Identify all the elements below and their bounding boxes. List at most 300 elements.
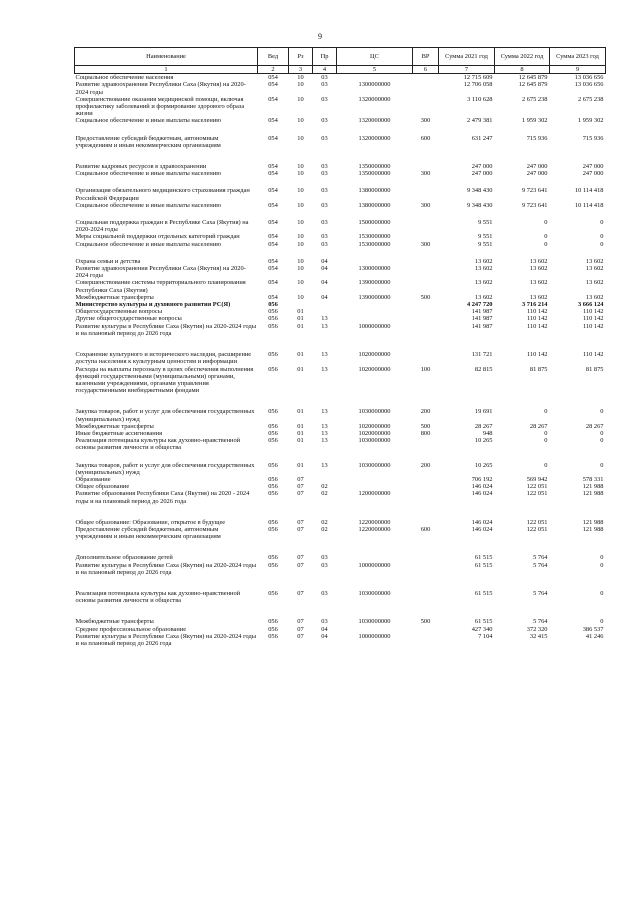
row-name: Межбюджетные трансферты <box>75 618 154 626</box>
row-vr <box>413 626 439 633</box>
row-pr: 03 <box>321 81 328 89</box>
row-sum-2021: 61 515 <box>474 554 493 562</box>
row-cs <box>337 476 413 483</box>
row-pr: 02 <box>321 518 328 526</box>
row-cs: 1380000000 <box>358 187 391 195</box>
row-rz: 10 <box>297 265 304 273</box>
col-header-ved: Вед <box>258 48 289 66</box>
table-row <box>75 233 606 240</box>
row-sum-2022: 9 723 641 <box>521 201 548 209</box>
row-name: Закупка товаров, работ и услуг для обеспечения государственных (муниципальных) нужд <box>75 408 255 423</box>
row-ved: 056 <box>268 483 278 491</box>
row-sum-2022: 110 142 <box>526 308 548 316</box>
row-vr <box>413 437 439 451</box>
row-vr <box>413 177 439 201</box>
row-sum-2023: 121 988 <box>582 525 604 533</box>
row-pr: 03 <box>321 170 328 178</box>
row-ved: 056 <box>268 518 278 526</box>
row-vr: 500 <box>420 618 431 626</box>
row-ved: 056 <box>268 632 278 640</box>
row-vr <box>413 149 439 170</box>
table-row <box>75 125 606 149</box>
row-sum-2021: 13 602 <box>474 265 493 273</box>
row-sum-2022: 0 <box>544 461 548 469</box>
row-vr: 500 <box>420 422 431 430</box>
row-sum-2022: 0 <box>544 437 548 445</box>
row-name: Развитие образования Республики Саха (Якутия) на 2020 - 2024 годы и на плановый период до 2026 года <box>75 490 250 505</box>
row-sum-2023: 0 <box>600 618 604 626</box>
row-rz: 10 <box>297 293 304 301</box>
table-row <box>75 117 606 124</box>
row-sum-2021: 7 104 <box>478 632 493 640</box>
row-pr: 03 <box>321 134 328 142</box>
row-vr: 300 <box>420 117 431 125</box>
row-name: Образование <box>75 475 111 483</box>
row-ved: 056 <box>268 490 278 498</box>
row-sum-2021: 3 110 628 <box>467 95 493 103</box>
row-cs: 1350000000 <box>358 170 391 178</box>
row-pr: 03 <box>321 240 328 248</box>
row-sum-2022: 5 764 <box>533 618 548 626</box>
row-rz: 01 <box>297 322 304 330</box>
row-rz: 07 <box>297 632 304 640</box>
col-header-cs: ЦС <box>337 48 413 66</box>
row-sum-2023: 578 331 <box>582 475 604 483</box>
col-number: 4 <box>313 66 337 74</box>
row-ved: 054 <box>268 187 278 195</box>
row-vr <box>413 633 439 647</box>
row-ved: 054 <box>268 117 278 125</box>
row-cs: 1350000000 <box>358 163 391 171</box>
row-pr: 03 <box>321 589 328 597</box>
row-sum-2023: 81 875 <box>585 365 604 373</box>
row-ved: 056 <box>268 315 278 323</box>
row-sum-2021: 706 192 <box>471 475 493 483</box>
row-sum-2023: 10 114 418 <box>574 201 604 209</box>
row-sum-2021: 146 024 <box>471 490 493 498</box>
row-sum-2022: 122 051 <box>526 490 548 498</box>
row-sum-2021: 948 <box>482 429 493 437</box>
row-rz: 01 <box>297 351 304 359</box>
row-sum-2021: 13 602 <box>474 293 493 301</box>
row-sum-2022: 13 602 <box>529 293 548 301</box>
row-ved: 056 <box>268 301 278 309</box>
row-ved: 056 <box>268 437 278 445</box>
row-sum-2021: 61 515 <box>474 618 493 626</box>
row-rz: 10 <box>297 240 304 248</box>
row-sum-2021: 28 267 <box>474 422 493 430</box>
row-name: Совершенствование системы территориального планирования Республики Саха (Якутия) <box>75 279 246 294</box>
row-sum-2023: 715 936 <box>582 134 604 142</box>
row-sum-2022: 13 602 <box>529 265 548 273</box>
row-pr: 02 <box>321 483 328 491</box>
row-sum-2021: 9 551 <box>478 219 493 227</box>
table-body <box>75 74 606 647</box>
row-sum-2022: 0 <box>544 233 548 241</box>
row-vr: 300 <box>420 201 431 209</box>
row-sum-2023: 0 <box>600 437 604 445</box>
row-pr: 03 <box>321 554 328 562</box>
row-ved: 056 <box>268 554 278 562</box>
row-ved: 056 <box>268 429 278 437</box>
row-pr: 03 <box>321 201 328 209</box>
row-sum-2022: 28 267 <box>529 422 548 430</box>
table-row <box>75 294 606 301</box>
row-name: Реализация потенциала культуры как духовно-нравственной основы развития личности и общества <box>75 589 241 605</box>
row-vr: 500 <box>420 293 431 301</box>
row-sum-2022: 247 000 <box>526 170 548 178</box>
table-row <box>75 526 606 540</box>
row-rz: 01 <box>297 437 304 445</box>
row-vr <box>413 265 439 279</box>
row-name: Министерство культуры и духовного развития РС(Я) <box>75 301 231 309</box>
row-pr <box>313 308 337 315</box>
row-cs <box>337 626 413 633</box>
row-cs: 1030000000 <box>358 589 391 597</box>
row-name: Дополнительное образование детей <box>75 554 173 562</box>
row-sum-2022: 122 051 <box>526 483 548 491</box>
row-sum-2021: 247 000 <box>471 170 493 178</box>
row-vr <box>413 315 439 322</box>
row-sum-2021: 141 987 <box>471 315 493 323</box>
row-sum-2021: 9 551 <box>478 240 493 248</box>
row-sum-2023: 247 000 <box>582 170 604 178</box>
row-ved: 056 <box>268 625 278 633</box>
table-row <box>75 96 606 118</box>
row-name: Предоставление субсидий бюджетным, автономным учреждениям и иным некоммерческим организациям <box>75 525 221 541</box>
row-pr: 04 <box>321 265 328 273</box>
row-vr <box>413 505 439 526</box>
col-number: 9 <box>550 66 606 74</box>
row-pr: 13 <box>321 322 328 330</box>
row-rz: 07 <box>297 618 304 626</box>
row-vr: 600 <box>420 134 431 142</box>
row-sum-2022: 569 942 <box>526 475 548 483</box>
row-sum-2021: 4 247 720 <box>466 301 493 309</box>
row-sum-2022: 5 764 <box>533 589 548 597</box>
row-sum-2023: 0 <box>600 233 604 241</box>
row-cs: 1220000000 <box>358 525 391 533</box>
row-name: Общее образование <box>75 483 130 491</box>
row-sum-2021: 9 348 430 <box>466 201 493 209</box>
row-vr <box>413 323 439 337</box>
row-pr: 13 <box>321 429 328 437</box>
row-rz: 07 <box>297 475 304 483</box>
row-cs <box>337 301 413 308</box>
row-rz: 10 <box>297 201 304 209</box>
row-name: Расходы на выплаты персоналу в целях обеспечения выполнения функций государственными (муниципальными) органами, казенными учреждениями, органами управления государственными внебюджетными фондами <box>75 365 254 395</box>
row-cs: 1030000000 <box>358 461 391 469</box>
row-ved: 054 <box>268 170 278 178</box>
row-ved: 054 <box>268 74 278 82</box>
row-pr: 03 <box>321 163 328 171</box>
row-vr: 200 <box>420 408 431 416</box>
row-sum-2022: 110 142 <box>526 351 548 359</box>
row-rz: 01 <box>297 461 304 469</box>
table-row <box>75 490 606 504</box>
row-pr: 04 <box>321 632 328 640</box>
row-pr: 13 <box>321 422 328 430</box>
row-pr: 04 <box>321 279 328 287</box>
row-pr: 03 <box>321 187 328 195</box>
row-name: Развитие культуры в Республике Саха (Якутия) на 2020-2024 годы и на плановый период до 2026 года <box>75 561 257 576</box>
row-rz: 07 <box>297 554 304 562</box>
row-sum-2022: 715 936 <box>526 134 548 142</box>
row-vr <box>413 337 439 365</box>
row-ved: 056 <box>268 561 278 569</box>
row-sum-2023: 41 246 <box>585 632 604 640</box>
col-header-sum-2022: Сумма 2022 год <box>495 48 550 66</box>
row-cs: 1380000000 <box>358 201 391 209</box>
row-cs: 1300000000 <box>358 81 391 89</box>
row-rz: 10 <box>297 279 304 287</box>
row-sum-2023: 0 <box>600 429 604 437</box>
row-sum-2023: 121 988 <box>582 483 604 491</box>
row-sum-2023: 2 675 238 <box>577 95 604 103</box>
row-sum-2023: 13 036 656 <box>574 81 604 89</box>
row-sum-2023: 13 036 656 <box>574 74 604 82</box>
row-ved: 056 <box>268 422 278 430</box>
row-vr <box>413 308 439 315</box>
row-cs: 1220000000 <box>358 518 391 526</box>
row-ved: 054 <box>268 134 278 142</box>
col-number: 5 <box>337 66 413 74</box>
row-vr <box>413 540 439 561</box>
row-cs: 1030000000 <box>358 437 391 445</box>
row-cs <box>337 308 413 315</box>
table-row <box>75 576 606 604</box>
header-number-row <box>75 66 606 74</box>
row-name: Социальное обеспечение населения <box>75 74 174 82</box>
row-sum-2021: 19 691 <box>474 408 493 416</box>
row-sum-2023: 1 959 302 <box>577 117 604 125</box>
row-sum-2021: 10 265 <box>474 437 493 445</box>
table-row <box>75 562 606 576</box>
row-sum-2023: 110 142 <box>582 308 604 316</box>
row-sum-2023: 121 988 <box>582 518 604 526</box>
row-name: Совершенствование оказания медицинской помощи, включая профилактику заболеваний и формирование здорового образа жизни <box>75 95 245 118</box>
row-vr: 200 <box>420 461 431 469</box>
col-header-name: Наименование <box>75 48 258 66</box>
row-name: Развитие здравоохранения Республики Саха (Якутия) на 2020-2024 годы <box>75 265 246 280</box>
row-pr: 13 <box>321 461 328 469</box>
table-row <box>75 604 606 625</box>
table-row <box>75 626 606 633</box>
row-ved: 054 <box>268 279 278 287</box>
row-ved: 054 <box>268 257 278 265</box>
row-sum-2022: 32 415 <box>529 632 548 640</box>
row-vr <box>413 74 439 82</box>
row-cs: 1500000000 <box>358 219 391 227</box>
row-sum-2023: 13 602 <box>585 257 604 265</box>
row-rz: 07 <box>297 589 304 597</box>
row-sum-2021: 146 024 <box>471 518 493 526</box>
row-rz: 10 <box>297 170 304 178</box>
row-name: Предоставление субсидий бюджетным, автономным учреждениям и иным некоммерческим организациям <box>75 134 221 149</box>
row-ved: 054 <box>268 81 278 89</box>
row-name: Сохранение культурного и исторического наследия, расширение доступа населения к культурным ценностям и информации <box>75 351 252 366</box>
row-name: Общее образование: Образование, открытое в будущее <box>75 518 226 526</box>
row-cs: 1020000000 <box>358 351 391 359</box>
table-row <box>75 74 606 82</box>
table-row <box>75 452 606 476</box>
row-pr: 03 <box>321 233 328 241</box>
row-sum-2022: 5 764 <box>533 554 548 562</box>
row-cs: 1200000000 <box>358 490 391 498</box>
row-vr <box>413 576 439 604</box>
page-number: 9 <box>318 32 322 41</box>
row-sum-2022: 122 051 <box>526 518 548 526</box>
row-name: Развитие здравоохранения Республики Саха (Якутия) на 2020-2024 годы <box>75 81 246 96</box>
row-cs: 1030000000 <box>358 408 391 416</box>
col-header-pr: Пр <box>313 48 337 66</box>
row-sum-2022: 13 602 <box>529 257 548 265</box>
row-sum-2022: 12 645 879 <box>518 81 548 89</box>
row-rz: 07 <box>297 490 304 498</box>
row-ved: 054 <box>268 293 278 301</box>
row-name: Межбюджетные трансферты <box>75 293 154 301</box>
row-vr <box>413 279 439 293</box>
row-name: Организация обязательного медицинского страхования граждан Российской Федерации <box>75 187 250 202</box>
table-row <box>75 633 606 647</box>
row-sum-2022: 0 <box>544 429 548 437</box>
row-name: Иные бюджетные ассигнования <box>75 429 163 437</box>
row-vr <box>413 96 439 118</box>
row-pr: 13 <box>321 437 328 445</box>
row-pr: 02 <box>321 525 328 533</box>
row-sum-2022: 13 602 <box>529 279 548 287</box>
row-ved: 056 <box>268 618 278 626</box>
row-ved: 056 <box>268 365 278 373</box>
row-name: Меры социальной поддержки отдельных категорий граждан <box>75 233 240 241</box>
col-number: 7 <box>439 66 495 74</box>
table-row <box>75 366 606 395</box>
col-header-sum-2023: Сумма 2023 год <box>550 48 606 66</box>
row-vr: 300 <box>420 170 431 178</box>
row-cs: 1390000000 <box>358 279 391 287</box>
table-row <box>75 483 606 490</box>
row-pr <box>313 301 337 308</box>
row-sum-2021: 61 515 <box>474 589 493 597</box>
col-header-vr: ВР <box>413 48 439 66</box>
row-pr: 03 <box>321 618 328 626</box>
table-row <box>75 505 606 526</box>
table-row <box>75 430 606 437</box>
row-sum-2023: 386 537 <box>582 625 604 633</box>
row-sum-2021: 146 024 <box>471 483 493 491</box>
row-vr <box>413 476 439 483</box>
row-name: Развитие кадровых ресурсов в здравоохранении <box>75 163 207 171</box>
row-rz: 10 <box>297 219 304 227</box>
row-rz: 10 <box>297 187 304 195</box>
row-name: Социальное обеспечение и иные выплаты населению <box>75 170 222 178</box>
row-pr: 13 <box>321 315 328 323</box>
row-rz: 01 <box>297 429 304 437</box>
table-row <box>75 202 606 209</box>
row-sum-2023: 0 <box>600 561 604 569</box>
row-sum-2021: 427 340 <box>471 625 493 633</box>
table-row <box>75 177 606 201</box>
row-sum-2021: 631 247 <box>471 134 493 142</box>
row-name: Социальное обеспечение и иные выплаты населению <box>75 240 222 248</box>
row-sum-2023: 0 <box>600 408 604 416</box>
row-name: Общегосударственные вопросы <box>75 308 163 316</box>
row-sum-2022: 3 716 214 <box>521 301 548 309</box>
row-cs: 1320000000 <box>358 134 391 142</box>
row-sum-2023: 247 000 <box>582 163 604 171</box>
col-number: 2 <box>258 66 289 74</box>
row-ved: 056 <box>268 589 278 597</box>
table-row <box>75 301 606 308</box>
row-sum-2021: 10 265 <box>474 461 493 469</box>
row-sum-2023: 28 267 <box>585 422 604 430</box>
row-pr: 03 <box>321 561 328 569</box>
row-sum-2022: 9 723 641 <box>521 187 548 195</box>
row-pr: 04 <box>321 293 328 301</box>
row-sum-2022: 0 <box>544 240 548 248</box>
row-ved: 054 <box>268 240 278 248</box>
row-vr <box>413 81 439 95</box>
row-sum-2023: 0 <box>600 219 604 227</box>
row-sum-2021: 13 602 <box>474 279 493 287</box>
row-pr: 13 <box>321 351 328 359</box>
row-rz: 10 <box>297 134 304 142</box>
row-cs <box>337 483 413 490</box>
table-row <box>75 540 606 561</box>
row-sum-2021: 141 987 <box>471 308 493 316</box>
row-sum-2021: 82 815 <box>474 365 493 373</box>
row-pr <box>313 476 337 483</box>
row-name: Среднее профессиональное образование <box>75 625 187 633</box>
row-cs: 1000000000 <box>358 322 391 330</box>
row-cs: 1000000000 <box>358 632 391 640</box>
row-rz: 10 <box>297 163 304 171</box>
table-row <box>75 149 606 170</box>
row-sum-2022: 81 875 <box>529 365 548 373</box>
row-vr: 600 <box>420 525 431 533</box>
row-vr <box>413 562 439 576</box>
row-sum-2023: 0 <box>600 554 604 562</box>
row-vr: 100 <box>420 365 431 373</box>
row-vr <box>413 490 439 504</box>
row-pr: 03 <box>321 219 328 227</box>
row-ved: 056 <box>268 525 278 533</box>
row-sum-2023: 0 <box>600 589 604 597</box>
table-row <box>75 476 606 483</box>
row-sum-2021: 61 515 <box>474 561 493 569</box>
row-rz: 10 <box>297 81 304 89</box>
row-sum-2023: 110 142 <box>582 351 604 359</box>
row-sum-2021: 9 348 430 <box>466 187 493 195</box>
row-sum-2023: 110 142 <box>582 322 604 330</box>
col-number: 1 <box>75 66 258 74</box>
row-rz: 07 <box>297 518 304 526</box>
row-name: Социальное обеспечение и иные выплаты населению <box>75 201 222 209</box>
row-sum-2021: 9 551 <box>478 233 493 241</box>
row-sum-2022: 0 <box>544 408 548 416</box>
row-vr <box>413 248 439 265</box>
row-name: Другие общегосударственные вопросы <box>75 315 182 323</box>
row-rz: 10 <box>297 117 304 125</box>
row-cs: 1020000000 <box>358 429 391 437</box>
row-sum-2023: 13 602 <box>585 293 604 301</box>
row-pr: 13 <box>321 408 328 416</box>
row-sum-2022: 2 675 238 <box>521 95 548 103</box>
table-row <box>75 265 606 279</box>
row-vr: 300 <box>420 240 431 248</box>
table-row <box>75 423 606 430</box>
row-sum-2022: 0 <box>544 219 548 227</box>
